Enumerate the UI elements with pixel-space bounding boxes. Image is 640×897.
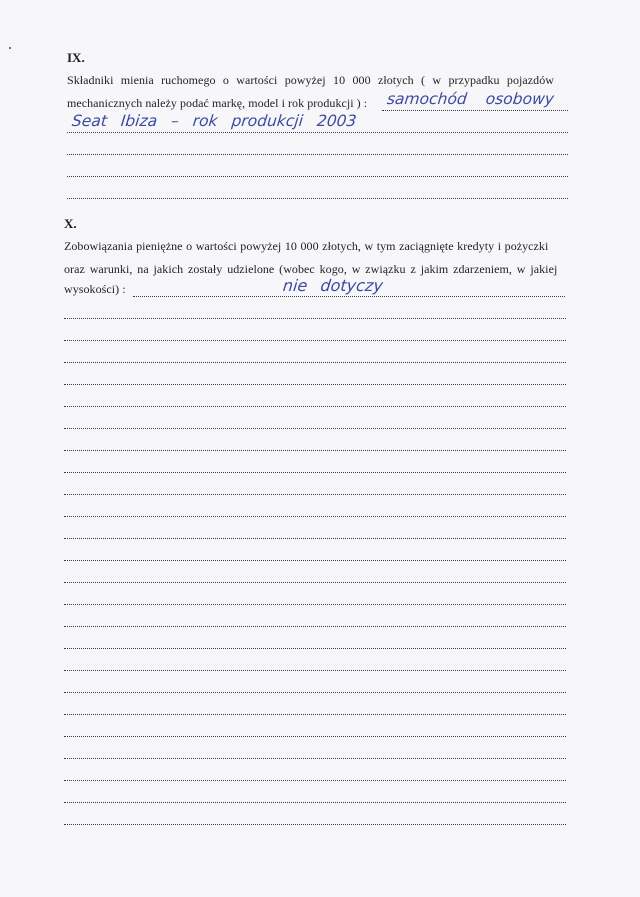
section-ix-text-line-1: Składniki mienia ruchomego o wartości powyżej 10 000 złotych ( w przypadku pojazdów [67, 73, 554, 87]
handwritten-not-applicable: nie dotyczy [282, 276, 384, 295]
answer-line-x-20 [64, 714, 566, 715]
answer-line-x-17 [64, 648, 566, 649]
answer-line-x-8 [64, 450, 566, 451]
answer-line-x-21 [64, 736, 566, 737]
answer-line-ix-2 [67, 132, 568, 133]
answer-line-x-13 [64, 560, 566, 561]
answer-line-x-11 [64, 516, 566, 517]
handwritten-vehicle-model: Seat Ibiza – rok produkcji 2003 [71, 112, 358, 130]
section-x-heading: X. [64, 216, 77, 231]
answer-line-x-15 [64, 604, 566, 605]
scan-speck [9, 47, 11, 49]
answer-line-x-16 [64, 626, 566, 627]
answer-line-x-3 [64, 340, 566, 341]
answer-line-x-18 [64, 670, 566, 671]
answer-line-x-1 [133, 296, 565, 297]
answer-line-ix-5 [67, 198, 568, 199]
answer-line-ix-4 [67, 176, 568, 177]
answer-line-x-10 [64, 494, 566, 495]
answer-line-x-19 [64, 692, 566, 693]
answer-line-x-14 [64, 582, 566, 583]
answer-line-x-6 [64, 406, 566, 407]
answer-line-x-5 [64, 384, 566, 385]
answer-line-x-2 [64, 318, 566, 319]
answer-line-x-25 [64, 824, 566, 825]
section-ix-heading: IX. [67, 50, 85, 65]
section-x-text-line-1: Zobowiązania pieniężne o wartości powyżej 10 000 złotych, w tym zaciągnięte kredyty i pożyczki [64, 239, 549, 253]
handwritten-vehicle-type: samochód osobowy [386, 90, 555, 108]
section-x-text-line-3: wysokości) : [64, 282, 126, 296]
answer-line-x-7 [64, 428, 566, 429]
answer-line-x-12 [64, 538, 566, 539]
answer-line-ix-1 [382, 110, 568, 111]
answer-line-x-24 [64, 802, 566, 803]
section-ix-text-line-2: mechanicznych należy podać markę, model i rok produkcji ) : [67, 96, 368, 110]
answer-line-x-4 [64, 362, 566, 363]
answer-line-x-23 [64, 780, 566, 781]
answer-line-x-22 [64, 758, 566, 759]
answer-line-x-9 [64, 472, 566, 473]
section-x-text-line-2: oraz warunki, na jakich zostały udzielone (wobec kogo, w związku z jakim zdarzeniem, w jakiej [64, 262, 558, 276]
answer-line-ix-3 [67, 154, 568, 155]
